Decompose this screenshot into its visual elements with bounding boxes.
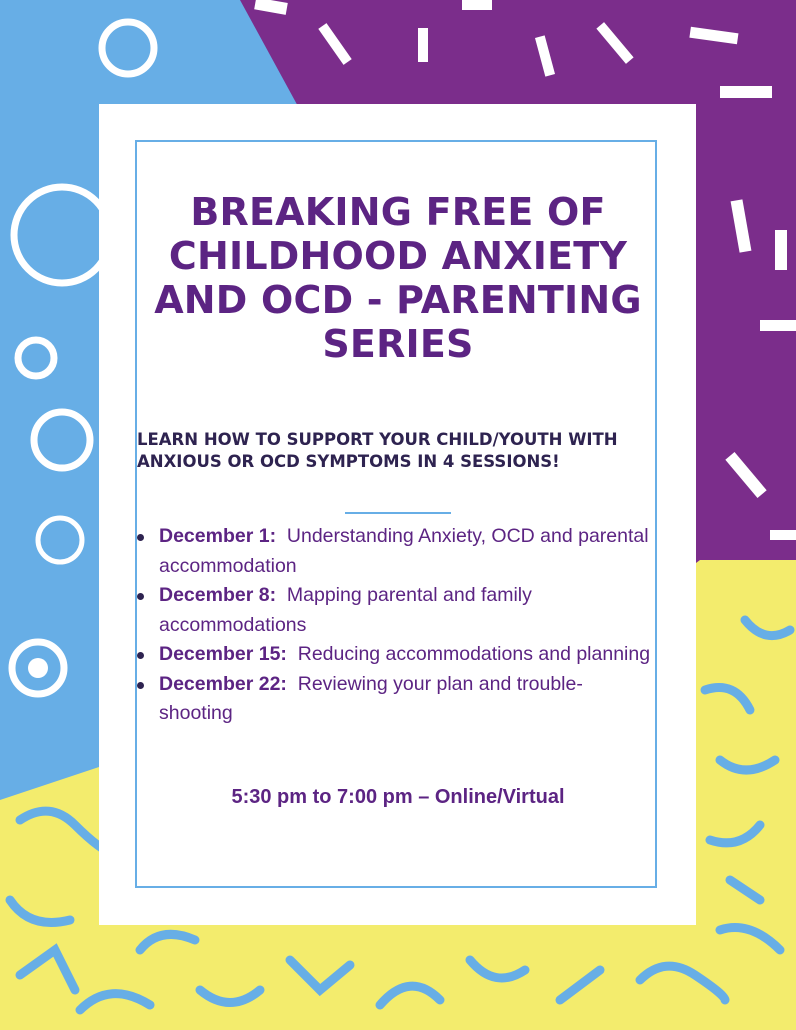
divider <box>345 512 451 514</box>
list-item <box>135 522 655 581</box>
bullet-icon <box>137 652 144 659</box>
session-topic: Reducing accommodations and planning <box>297 643 651 665</box>
session-list <box>135 522 655 729</box>
event-time: 5:30 pm to 7:00 pm – Online/Virtual <box>231 786 565 808</box>
session-date: December 8: <box>159 584 277 606</box>
list-item <box>135 581 655 640</box>
list-item <box>135 670 655 729</box>
flyer-card <box>99 104 696 925</box>
bullet-icon <box>137 534 144 541</box>
session-topic: Mapping parental and family accommodations <box>159 584 532 636</box>
session-date: December 1: <box>159 525 277 547</box>
flyer-subtitle: LEARN HOW TO SUPPORT YOUR CHILD/YOUTH WITH ANXIOUS OR OCD SYMPTOMS IN 4 SESSIONS! <box>137 430 618 471</box>
list-item <box>135 640 655 670</box>
bullet-icon <box>137 593 144 600</box>
bullet-icon <box>137 682 144 689</box>
session-topic: Reviewing your plan and trouble-shooting <box>159 672 583 724</box>
session-topic: Understanding Anxiety, OCD and parental accommodation <box>159 525 649 577</box>
flyer-title: BREAKING FREE OF CHILDHOOD ANXIETY AND OCD - PARENTING SERIES <box>154 190 642 366</box>
session-date: December 22: <box>159 672 287 695</box>
session-date: December 15: <box>159 643 287 665</box>
